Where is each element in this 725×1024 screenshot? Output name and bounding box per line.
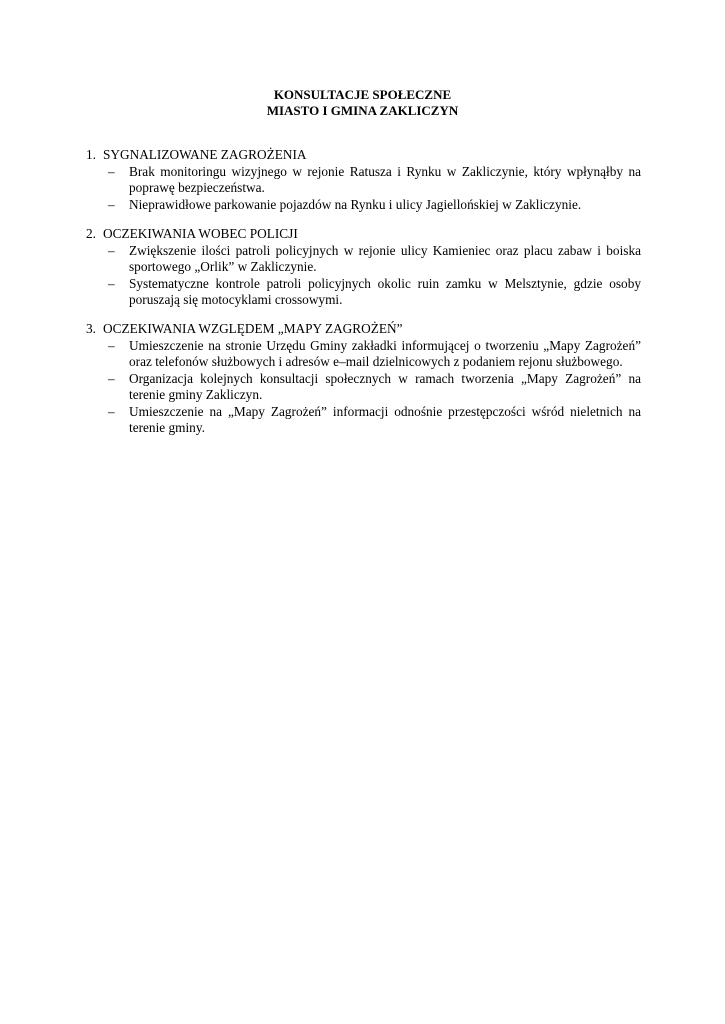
dash-bullet: – xyxy=(108,337,115,353)
section-item-list xyxy=(86,338,641,437)
document-title: KONSULTACJE SPOŁECZNE xyxy=(273,87,452,102)
list-item xyxy=(86,276,641,309)
dash-bullet: – xyxy=(108,370,115,386)
dash-bullet: – xyxy=(108,275,115,291)
dash-bullet: – xyxy=(108,196,115,212)
list-item xyxy=(86,338,641,371)
list-item-text: Organizacja kolejnych konsultacji społecznych w ramach tworzenia „Mapy Zagrożeń” na terenie gminy Zakliczyn. xyxy=(129,370,641,402)
section-title: OCZEKIWANIA WZGLĘDEM „MAPY ZAGROŻEŃ” xyxy=(103,321,403,336)
section-item-list xyxy=(86,164,641,214)
section-number: 1. xyxy=(86,147,96,162)
section-heading xyxy=(86,147,641,164)
list-item xyxy=(86,371,641,404)
section-title: OCZEKIWANIA WOBEC POLICJI xyxy=(103,226,298,241)
section-number: 2. xyxy=(86,226,96,241)
list-item-text: Brak monitoringu wizyjnego w rejonie Ratusza i Rynku w Zakliczynie, który wpłynąłby na poprawę bezpieczeństwa. xyxy=(129,163,641,195)
list-item-text: Nieprawidłowe parkowanie pojazdów na Rynku i ulicy Jagiellońskiej w Zakliczynie. xyxy=(129,196,582,212)
dash-bullet: – xyxy=(108,403,115,419)
list-item-text: Umieszczenie na stronie Urzędu Gminy zakładki informującej o tworzeniu „Mapy Zagrożeń” oraz telefonów służbowych i adresów e–mail dzielnicowych z podaniem rejonu służbowego. xyxy=(129,337,641,369)
list-item xyxy=(86,404,641,437)
section-expectations-police xyxy=(86,226,641,309)
dash-bullet: – xyxy=(108,163,115,179)
document-subtitle: MIASTO I GMINA ZAKLICZYN xyxy=(266,103,459,118)
list-item xyxy=(86,197,641,214)
section-signaled-threats xyxy=(86,147,641,213)
section-heading xyxy=(86,321,641,338)
section-heading xyxy=(86,226,641,243)
list-item-text: Zwiększenie ilości patroli policyjnych w rejonie ulicy Kamieniec oraz placu zabaw i boiska sportowego „Orlik” w Zakliczynie. xyxy=(129,242,641,274)
list-item xyxy=(86,164,641,197)
list-item xyxy=(86,243,641,276)
section-title: SYGNALIZOWANE ZAGROŻENIA xyxy=(103,147,307,162)
section-expectations-threat-map xyxy=(86,321,641,437)
list-item-text: Systematyczne kontrole patroli policyjnych okolic ruin zamku w Melsztynie, gdzie osoby poruszają się motocyklami crossowymi. xyxy=(129,275,641,307)
dash-bullet: – xyxy=(108,242,115,258)
section-item-list xyxy=(86,243,641,309)
list-item-text: Umieszczenie na „Mapy Zagrożeń” informacji odnośnie przestępczości wśród nieletnich na terenie gminy. xyxy=(129,403,641,435)
section-number: 3. xyxy=(86,321,96,336)
